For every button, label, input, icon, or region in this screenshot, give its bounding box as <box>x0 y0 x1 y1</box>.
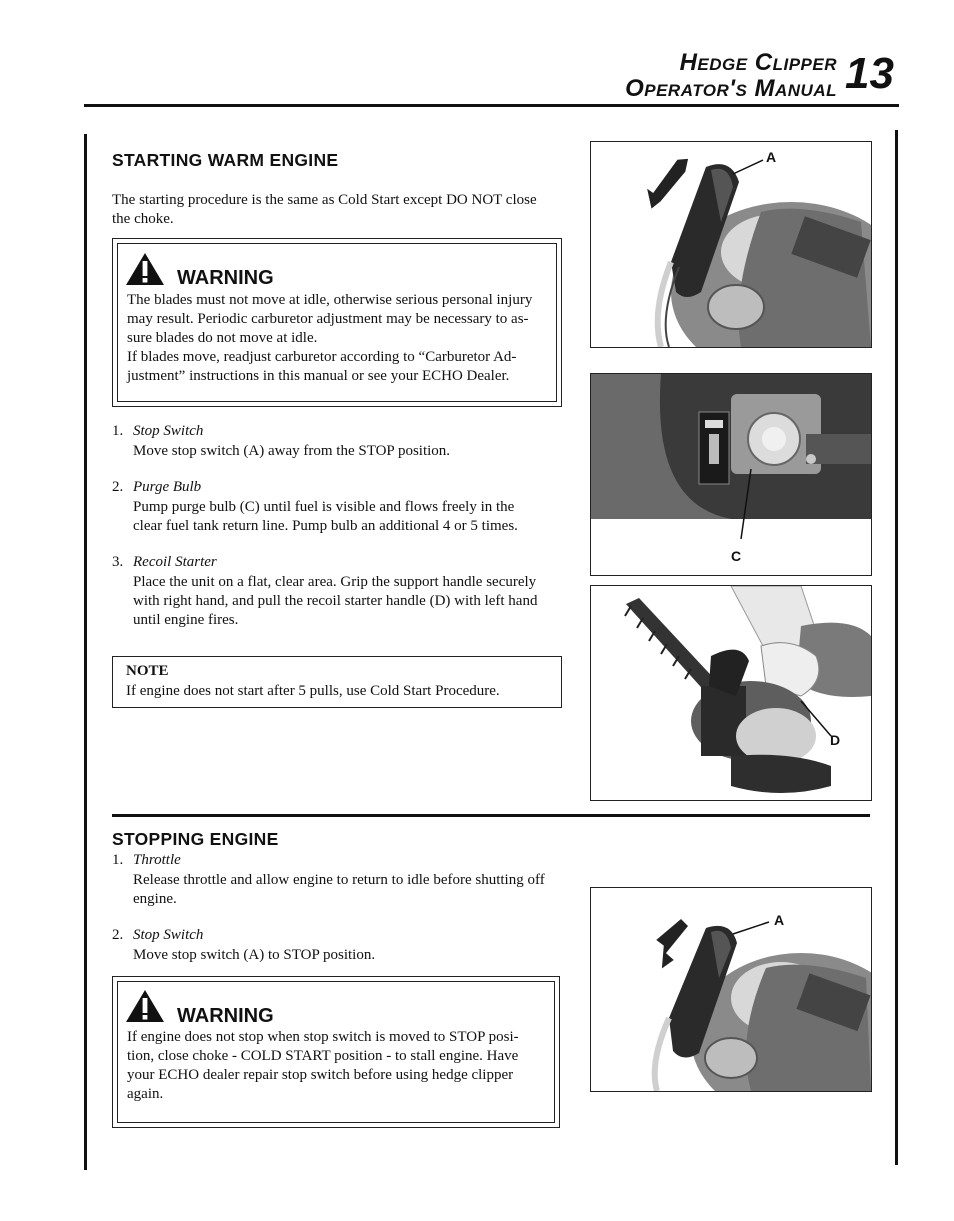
step-line: Move stop switch (A) away from the STOP position. <box>133 443 451 459</box>
warm-intro <box>112 191 562 229</box>
figure-callout: A <box>774 912 785 928</box>
header-title-line2: Operator's Manual <box>625 75 837 102</box>
section-divider <box>112 814 870 817</box>
step-body <box>133 442 563 461</box>
step-body <box>133 946 563 965</box>
step-line: until engine fires. <box>133 612 239 628</box>
warm-intro-line2: the choke. <box>112 211 174 227</box>
note-box <box>112 656 562 708</box>
figure-purge-bulb <box>590 373 872 576</box>
step-line: with right hand, and pull the recoil starter handle (D) with left hand <box>133 593 538 609</box>
section-heading-stopping: STOPPING ENGINE <box>112 829 279 849</box>
warning-line: The blades must not move at idle, otherwise serious personal injury <box>127 292 533 308</box>
warning-line: again. <box>127 1086 164 1102</box>
warning-box-warm <box>112 238 562 407</box>
header-title-line1: Hedge Clipper <box>679 49 837 76</box>
step-body <box>133 573 563 630</box>
step-number: 2. <box>112 927 124 943</box>
step-line: engine. <box>133 891 177 907</box>
step-line: Move stop switch (A) to STOP position. <box>133 947 376 963</box>
header-title <box>625 50 837 102</box>
purge-bulb-illustration <box>591 374 871 575</box>
page-number: 13 <box>845 49 894 98</box>
step-title: Purge Bulb <box>133 479 202 495</box>
header-rule <box>84 104 899 107</box>
figure-stop-switch <box>590 141 872 348</box>
warning-triangle-icon <box>125 252 165 286</box>
step-line: Pump purge bulb (C) until fuel is visible and flows freely in the <box>133 499 515 515</box>
warning-line: If engine does not stop when stop switch is moved to STOP posi- <box>127 1029 519 1045</box>
figure-callout: A <box>766 149 777 165</box>
warning-line: justment” instructions in this manual or see your ECHO Dealer. <box>127 368 510 384</box>
stop-switch-illustration <box>591 142 871 347</box>
warning-label: WARNING <box>177 1005 274 1027</box>
figure-recoil-starter <box>590 585 872 801</box>
section-heading-warm: STARTING WARM ENGINE <box>112 150 339 170</box>
figure-callout: C <box>731 548 742 564</box>
warning-line: If blades move, readjust carburetor according to “Carburetor Ad- <box>127 349 517 365</box>
warm-intro-line1: The starting procedure is the same as Cold Start except DO NOT close <box>112 192 537 208</box>
step-body <box>133 498 563 536</box>
step-title: Recoil Starter <box>133 554 217 570</box>
figure-stop-position <box>590 887 872 1092</box>
warning-text <box>127 1028 555 1104</box>
step-number: 3. <box>112 554 124 570</box>
warning-label: WARNING <box>177 267 274 289</box>
step-number: 1. <box>112 852 124 868</box>
step-line: clear fuel tank return line. Pump bulb an additional 4 or 5 times. <box>133 518 518 534</box>
warning-triangle-icon <box>125 989 165 1023</box>
warning-line: tion, close choke - COLD START position - to stall engine. Have <box>127 1048 519 1064</box>
step-title: Throttle <box>133 852 181 868</box>
step-title: Stop Switch <box>133 423 204 439</box>
step-number: 2. <box>112 479 124 495</box>
warning-line: may result. Periodic carburetor adjustment may be necessary to as- <box>127 311 529 327</box>
warning-line: sure blades do not move at idle. <box>127 330 318 346</box>
warning-line: your ECHO dealer repair stop switch before using hedge clipper <box>127 1067 514 1083</box>
step-body <box>133 871 573 909</box>
figure-callout: D <box>830 732 841 748</box>
warning-box-stopping <box>112 976 560 1128</box>
right-margin-bar <box>895 130 898 1165</box>
step-line: Release throttle and allow engine to return to idle before shutting off <box>133 872 545 888</box>
step-title: Stop Switch <box>133 927 204 943</box>
step-line: Place the unit on a flat, clear area. Grip the support handle securely <box>133 574 537 590</box>
step-number: 1. <box>112 423 124 439</box>
recoil-starter-illustration <box>591 586 871 800</box>
warning-text <box>127 291 557 386</box>
note-text: If engine does not start after 5 pulls, use Cold Start Procedure. <box>126 683 500 699</box>
note-label: NOTE <box>126 663 169 679</box>
stop-position-illustration <box>591 888 871 1091</box>
left-margin-bar <box>84 134 87 1170</box>
